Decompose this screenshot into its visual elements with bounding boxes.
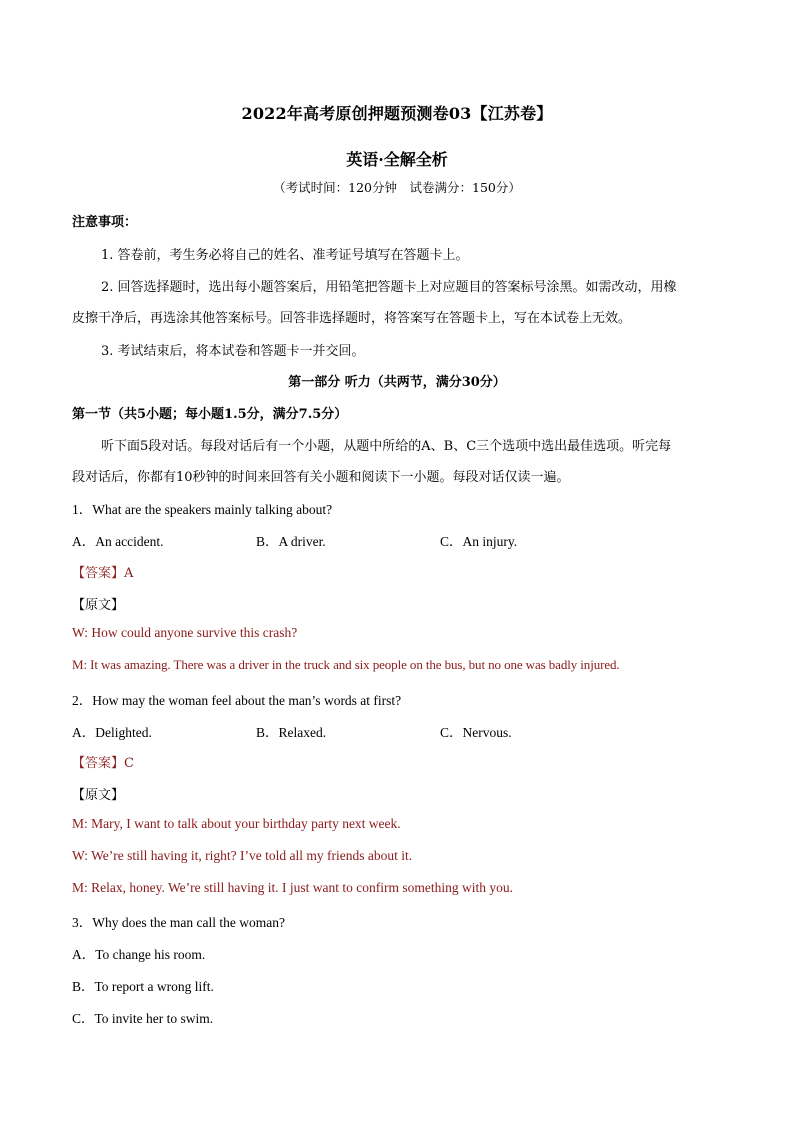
q2-option-c: C．Nervous. <box>440 725 512 740</box>
q1-transcript-line-1: W: How could anyone survive this crash? <box>72 625 298 640</box>
q2-option-b: B．Relaxed. <box>256 725 327 740</box>
notice-item-1: 1. 答卷前，考生务必将自己的姓名、准考证号填写在答题卡上。 <box>101 248 469 263</box>
section1-heading: 第一节（共5小题；每小题1.5分，满分7.5分） <box>72 407 348 422</box>
q1-option-c: C．An injury. <box>440 534 518 549</box>
notice-heading: 注意事项： <box>72 215 138 230</box>
part1-heading: 第一部分 听力（共两节，满分30分） <box>288 375 506 390</box>
q2-option-a: A．Delighted. <box>72 725 152 740</box>
instruction-line-1: 听下面5段对话。每段对话后有一个小题，从题中所给的A、B、C三个选项中选出最佳选项。听完每 <box>101 439 672 454</box>
q2-transcript-line-3: M: Relax, honey. We’re still having it. I just want to confirm something with you. <box>72 880 513 895</box>
q3-option-b: B．To report a wrong lift. <box>72 979 214 994</box>
q1-option-b: B．A driver. <box>256 534 326 549</box>
q1-transcript-line-2: M: It was amazing. There was a driver in the truck and six people on the bus, but no one was badly injured. <box>72 657 620 672</box>
q1-original-label: 【原文】 <box>72 598 125 613</box>
q1-question: 1．What are the speakers mainly talking about? <box>72 502 333 517</box>
notice-item-2-line-1: 2. 回答选择题时，选出每小题答案后，用铅笔把答题卡上对应题目的答案标号涂黑。如需改动，用橡 <box>101 280 677 295</box>
q2-question: 2．How may the woman feel about the man’s words at first? <box>72 693 402 708</box>
q1-option-a: A．An accident. <box>72 534 164 549</box>
q3-option-a: A．To change his room. <box>72 947 206 962</box>
notice-item-3: 3. 考试结束后，将本试卷和答题卡一并交回。 <box>101 344 365 359</box>
q2-original-label: 【原文】 <box>72 788 125 803</box>
exam-info: （考试时间：120分钟 试卷满分：150分） <box>273 180 521 195</box>
q2-transcript-line-2: W: We’re still having it, right? I’ve told all my friends about it. <box>72 848 413 863</box>
page-subtitle: 英语·全解全析 <box>346 150 448 169</box>
q3-question: 3．Why does the man call the woman? <box>72 915 285 930</box>
q2-answer: 【答案】C <box>72 756 134 771</box>
notice-item-2-line-2: 皮擦干净后，再选涂其他答案标号。回答非选择题时，将答案写在答题卡上，写在本试卷上无效。 <box>72 311 632 326</box>
q1-answer: 【答案】A <box>72 566 134 581</box>
q2-transcript-line-1: M: Mary, I want to talk about your birthday party next week. <box>72 816 401 831</box>
page-title: 2022年高考原创押题预测卷03【江苏卷】 <box>241 104 553 123</box>
instruction-line-2: 段对话后，你都有10秒钟的时间来回答有关小题和阅读下一小题。每段对话仅读一遍。 <box>72 470 570 485</box>
q3-option-c: C．To invite her to swim. <box>72 1011 214 1026</box>
